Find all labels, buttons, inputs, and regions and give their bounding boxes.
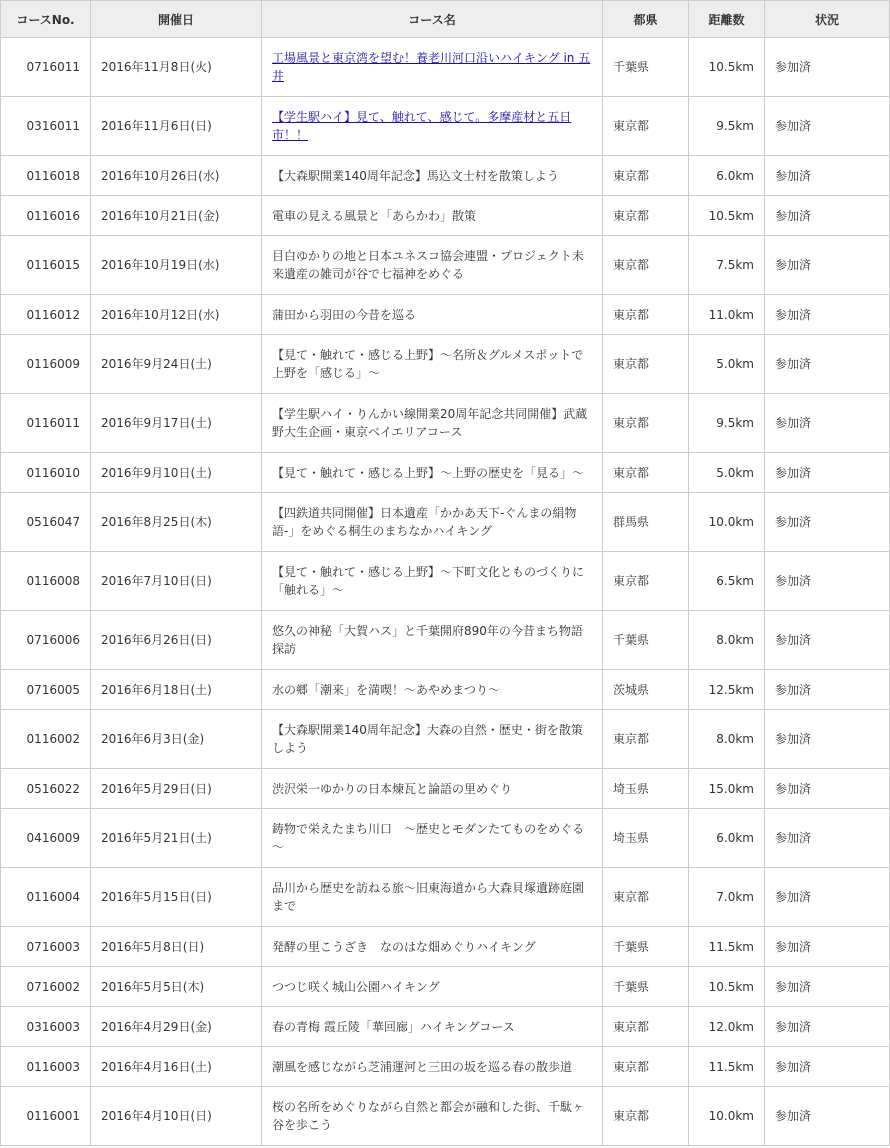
cell-prefecture-text: 東京都: [613, 890, 650, 904]
cell-course-name: [262, 967, 603, 1007]
cell-course-name-text: 【大森駅開業140周年記念】馬込文士村を散策しよう: [272, 168, 559, 183]
cell-course-no-text: 0116016: [26, 208, 80, 223]
cell-course-no: [1, 156, 91, 196]
cell-status-text: 参加済: [775, 633, 812, 647]
cell-course-name: [262, 493, 603, 552]
cell-distance: [689, 967, 765, 1007]
cell-status-text: 参加済: [775, 515, 812, 529]
cell-status: [765, 156, 890, 196]
cell-distance-text: 5.0km: [716, 465, 754, 480]
cell-course-name-text: 水の郷「潮来」を満喫！～あやめまつり～: [272, 682, 501, 697]
cell-prefecture: [603, 967, 689, 1007]
cell-course-no: [1, 295, 91, 335]
cell-date: [91, 453, 262, 493]
cell-distance-text: 6.0km: [716, 168, 754, 183]
cell-date: [91, 295, 262, 335]
cell-distance-text: 6.0km: [716, 831, 754, 845]
cell-date: [91, 1007, 262, 1047]
cell-course-name-text: 発酵の里こうざき なのはな畑めぐりハイキング: [272, 939, 536, 954]
cell-date: [91, 769, 262, 809]
cell-course-name: [262, 97, 603, 156]
cell-course-no-text: 0716002: [26, 979, 80, 994]
cell-date-text: 2016年5月15日(日): [101, 890, 212, 904]
cell-distance: [689, 868, 765, 927]
cell-prefecture: [603, 156, 689, 196]
cell-status-text: 参加済: [775, 416, 812, 430]
cell-course-no-text: 0116008: [26, 574, 80, 588]
cell-status-text: 参加済: [775, 939, 812, 954]
table-row: [1, 295, 890, 335]
cell-date-text: 2016年4月10日(日): [101, 1109, 212, 1123]
cell-course-no-text: 0116010: [26, 465, 80, 480]
cell-distance-text: 11.0km: [708, 307, 754, 322]
cell-course-no: [1, 1047, 91, 1087]
cell-status-text: 参加済: [775, 1109, 812, 1123]
cell-course-name: [262, 335, 603, 394]
cell-date: [91, 97, 262, 156]
cell-prefecture-text: 東京都: [613, 465, 650, 480]
cell-prefecture-text: 千葉県: [613, 939, 650, 954]
header-distance: 距離数: [689, 1, 765, 38]
cell-prefecture-text: 東京都: [613, 732, 650, 746]
cell-date-text: 2016年7月10日(日): [101, 574, 212, 588]
table-row: [1, 394, 890, 453]
cell-course-no-text: 0516047: [26, 515, 80, 529]
table-row: [1, 710, 890, 769]
cell-prefecture-text: 東京都: [613, 119, 650, 133]
cell-date-text: 2016年6月3日(金): [101, 732, 205, 746]
cell-course-name: [262, 611, 603, 670]
cell-distance-text: 10.0km: [708, 515, 754, 529]
table-row: [1, 335, 890, 394]
cell-distance: [689, 1087, 765, 1146]
cell-course-no-text: 0416009: [26, 831, 80, 845]
cell-course-no-text: 0116002: [26, 732, 80, 746]
cell-course-name: [262, 236, 603, 295]
table-row: [1, 769, 890, 809]
cell-status: [765, 927, 890, 967]
cell-course-name: [262, 552, 603, 611]
cell-date-text: 2016年9月10日(土): [101, 465, 212, 480]
cell-date: [91, 38, 262, 97]
cell-prefecture-text: 東京都: [613, 1059, 650, 1074]
cell-date-text: 2016年5月21日(土): [101, 831, 212, 845]
cell-status-text: 参加済: [775, 890, 812, 904]
cell-course-name: [262, 453, 603, 493]
cell-status-text: 参加済: [775, 831, 812, 845]
cell-distance: [689, 97, 765, 156]
cell-distance: [689, 670, 765, 710]
cell-date-text: 2016年5月5日(木): [101, 979, 205, 994]
cell-course-no: [1, 809, 91, 868]
cell-prefecture: [603, 196, 689, 236]
cell-date: [91, 236, 262, 295]
cell-distance-text: 11.5km: [708, 939, 754, 954]
cell-course-name-link[interactable]: 工場風景と東京湾を望む！養老川河口沿いハイキング in 五井: [272, 51, 591, 83]
cell-course-no-text: 0116012: [26, 307, 80, 322]
cell-status-text: 参加済: [775, 465, 812, 480]
cell-date-text: 2016年9月17日(土): [101, 416, 212, 430]
cell-status-text: 参加済: [775, 168, 812, 183]
cell-status-text: 参加済: [775, 1059, 812, 1074]
table-row: [1, 670, 890, 710]
cell-course-no-text: 0116004: [26, 890, 80, 904]
table-row: [1, 38, 890, 97]
cell-date: [91, 868, 262, 927]
cell-course-no: [1, 552, 91, 611]
cell-course-name: [262, 394, 603, 453]
cell-status: [765, 1087, 890, 1146]
cell-date-text: 2016年10月12日(水): [101, 307, 220, 322]
cell-prefecture-text: 茨城県: [613, 682, 650, 697]
cell-course-name-text: 品川から歴史を訪ねる旅～旧東海道から大森貝塚遺跡庭園まで: [272, 881, 585, 913]
cell-course-no: [1, 868, 91, 927]
cell-distance: [689, 196, 765, 236]
cell-course-no-text: 0116003: [26, 1059, 80, 1074]
cell-distance-text: 6.5km: [716, 574, 754, 588]
cell-course-no-text: 0516022: [26, 781, 80, 796]
cell-distance-text: 7.0km: [716, 890, 754, 904]
cell-prefecture: [603, 769, 689, 809]
cell-date: [91, 335, 262, 394]
cell-status-text: 参加済: [775, 1019, 812, 1034]
cell-prefecture-text: 千葉県: [613, 60, 650, 74]
cell-course-name: [262, 1007, 603, 1047]
cell-distance: [689, 156, 765, 196]
cell-distance-text: 8.0km: [716, 732, 754, 746]
cell-prefecture-text: 埼玉県: [613, 781, 650, 796]
cell-course-name: [262, 868, 603, 927]
cell-distance: [689, 710, 765, 769]
cell-course-name-text: 【学生駅ハイ・りんかい線開業20周年記念共同開催】武蔵野大生企画・東京ベイエリアコース: [272, 407, 588, 439]
cell-course-name-text: 【見て・触れて・感じる上野】～下町文化とものづくりに「触れる」～: [272, 565, 585, 597]
header-date: 開催日: [91, 1, 262, 38]
cell-date-text: 2016年10月26日(水): [101, 168, 220, 183]
cell-status: [765, 196, 890, 236]
cell-prefecture-text: 東京都: [613, 168, 650, 183]
cell-prefecture: [603, 394, 689, 453]
cell-distance-text: 11.5km: [708, 1059, 754, 1074]
cell-distance-text: 12.0km: [708, 1019, 754, 1034]
cell-distance: [689, 809, 765, 868]
cell-distance: [689, 552, 765, 611]
cell-distance-text: 10.5km: [708, 979, 754, 994]
cell-prefecture: [603, 670, 689, 710]
cell-course-name-text: 潮風を感じながら芝浦運河と三田の坂を巡る春の散歩道: [272, 1059, 573, 1074]
cell-course-no-text: 0116011: [26, 416, 80, 430]
cell-prefecture-text: 東京都: [613, 208, 650, 223]
cell-date: [91, 493, 262, 552]
cell-date-text: 2016年4月16日(土): [101, 1059, 212, 1074]
cell-course-name: [262, 809, 603, 868]
cell-prefecture-text: 東京都: [613, 574, 650, 588]
header-course-name: コース名: [262, 1, 603, 38]
cell-distance: [689, 38, 765, 97]
cell-prefecture: [603, 868, 689, 927]
cell-status: [765, 552, 890, 611]
cell-distance: [689, 493, 765, 552]
cell-prefecture: [603, 38, 689, 97]
cell-prefecture: [603, 710, 689, 769]
cell-course-name: [262, 1087, 603, 1146]
cell-distance: [689, 295, 765, 335]
cell-prefecture: [603, 1007, 689, 1047]
cell-status: [765, 295, 890, 335]
cell-course-name: [262, 927, 603, 967]
cell-distance-text: 12.5km: [708, 682, 754, 697]
cell-distance: [689, 335, 765, 394]
table-row: [1, 927, 890, 967]
table-row: [1, 1047, 890, 1087]
cell-course-name: [262, 710, 603, 769]
table-row: [1, 967, 890, 1007]
cell-date: [91, 967, 262, 1007]
cell-course-no: [1, 97, 91, 156]
cell-date-text: 2016年5月8日(日): [101, 939, 205, 954]
cell-course-no-text: 0116001: [26, 1109, 80, 1123]
cell-status: [765, 236, 890, 295]
cell-course-no: [1, 453, 91, 493]
cell-prefecture: [603, 97, 689, 156]
cell-prefecture: [603, 236, 689, 295]
header-row: [1, 1, 890, 38]
cell-distance-text: 7.5km: [716, 258, 754, 272]
cell-status: [765, 493, 890, 552]
header-prefecture: 都県: [603, 1, 689, 38]
cell-status: [765, 967, 890, 1007]
cell-course-no: [1, 769, 91, 809]
cell-course-name-text: 目白ゆかりの地と日本ユネスコ協会連盟・プロジェクト未来遺産の雑司が谷で七福神をめぐる: [272, 249, 584, 281]
table-row: [1, 493, 890, 552]
cell-date-text: 2016年6月26日(日): [101, 633, 212, 647]
cell-status: [765, 394, 890, 453]
cell-distance-text: 8.0km: [716, 633, 754, 647]
cell-date: [91, 394, 262, 453]
cell-course-name-text: 【見て・触れて・感じる上野】～上野の歴史を「見る」～: [272, 465, 585, 480]
cell-prefecture: [603, 493, 689, 552]
cell-prefecture: [603, 1087, 689, 1146]
cell-course-name-text: 【四鉄道共同開催】日本遺産「かかあ天下-ぐんまの絹物語-」をめぐる桐生のまちなかハイキング: [272, 506, 577, 538]
cell-prefecture-text: 千葉県: [613, 633, 650, 647]
table-row: [1, 552, 890, 611]
cell-prefecture: [603, 335, 689, 394]
cell-status-text: 参加済: [775, 574, 812, 588]
cell-prefecture-text: 群馬県: [613, 515, 650, 529]
cell-date-text: 2016年4月29日(金): [101, 1019, 212, 1034]
table-row: [1, 453, 890, 493]
cell-course-name-text: 電車の見える風景と「あらかわ」散策: [272, 208, 477, 223]
cell-prefecture-text: 東京都: [613, 357, 650, 371]
cell-distance: [689, 927, 765, 967]
cell-status-text: 参加済: [775, 307, 812, 322]
cell-date: [91, 809, 262, 868]
cell-course-name: [262, 156, 603, 196]
cell-distance: [689, 1047, 765, 1087]
cell-distance-text: 5.0km: [716, 357, 754, 371]
cell-distance-text: 10.5km: [708, 60, 754, 74]
cell-course-no: [1, 394, 91, 453]
cell-course-name-text: 鋳物で栄えたまち川口 ～歴史とモダンたてものをめぐる～: [272, 822, 585, 854]
cell-date: [91, 552, 262, 611]
cell-course-name-link[interactable]: 【学生駅ハイ】見て、触れて、感じて。多摩産材と五日市！！: [272, 110, 572, 142]
cell-course-no: [1, 670, 91, 710]
cell-course-name: [262, 1047, 603, 1087]
cell-course-no-text: 0316011: [26, 119, 80, 133]
cell-prefecture-text: 千葉県: [613, 979, 650, 994]
table-row: [1, 868, 890, 927]
cell-date: [91, 196, 262, 236]
cell-course-name: [262, 670, 603, 710]
cell-prefecture: [603, 1047, 689, 1087]
cell-distance: [689, 394, 765, 453]
cell-distance-text: 9.5km: [716, 119, 754, 133]
cell-date-text: 2016年11月6日(日): [101, 119, 212, 133]
cell-status: [765, 453, 890, 493]
cell-status-text: 参加済: [775, 682, 812, 697]
cell-course-no: [1, 236, 91, 295]
cell-course-name-text: 悠久の神秘「大賀ハス」と千葉開府890年の今昔まち物語探訪: [272, 624, 583, 656]
cell-prefecture-text: 東京都: [613, 1109, 650, 1123]
table-row: [1, 809, 890, 868]
cell-status: [765, 38, 890, 97]
cell-prefecture: [603, 611, 689, 670]
cell-prefecture: [603, 295, 689, 335]
cell-course-no-text: 0716011: [26, 60, 80, 74]
cell-distance: [689, 453, 765, 493]
cell-date: [91, 611, 262, 670]
cell-prefecture-text: 東京都: [613, 1019, 650, 1034]
cell-status: [765, 670, 890, 710]
cell-course-no: [1, 196, 91, 236]
cell-status-text: 参加済: [775, 979, 812, 994]
cell-course-no-text: 0116009: [26, 357, 80, 371]
cell-date: [91, 710, 262, 769]
cell-distance-text: 10.5km: [708, 208, 754, 223]
cell-date-text: 2016年5月29日(日): [101, 781, 212, 796]
cell-status: [765, 1047, 890, 1087]
cell-course-name-text: 春の青梅 霞丘陵「華回廊」ハイキングコース: [272, 1019, 515, 1034]
cell-distance: [689, 769, 765, 809]
cell-date-text: 2016年10月19日(水): [101, 258, 220, 272]
table-row: [1, 97, 890, 156]
cell-course-name-text: 渋沢栄一ゆかりの日本煉瓦と論語の里めぐり: [272, 781, 513, 796]
cell-distance: [689, 1007, 765, 1047]
cell-course-no-text: 0316003: [26, 1019, 80, 1034]
cell-prefecture-text: 東京都: [613, 258, 650, 272]
cell-status-text: 参加済: [775, 732, 812, 746]
cell-distance-text: 9.5km: [716, 416, 754, 430]
cell-distance: [689, 611, 765, 670]
cell-course-name-text: つつじ咲く城山公園ハイキング: [272, 979, 440, 994]
cell-course-name-text: 【大森駅開業140周年記念】大森の自然・歴史・街を散策しよう: [272, 723, 583, 755]
cell-status-text: 参加済: [775, 781, 812, 796]
cell-status: [765, 1007, 890, 1047]
cell-date: [91, 156, 262, 196]
cell-status-text: 参加済: [775, 208, 812, 223]
cell-course-no: [1, 1087, 91, 1146]
cell-prefecture: [603, 552, 689, 611]
cell-course-name: [262, 769, 603, 809]
cell-course-no-text: 0116015: [26, 258, 80, 272]
table-row: [1, 1087, 890, 1146]
cell-status: [765, 611, 890, 670]
cell-course-no: [1, 927, 91, 967]
cell-status-text: 参加済: [775, 258, 812, 272]
cell-course-name-text: 桜の名所をめぐりながら自然と都会が融和した街、千駄ヶ谷を歩こう: [272, 1100, 585, 1132]
cell-date-text: 2016年11月8日(火): [101, 60, 212, 74]
cell-course-name: [262, 196, 603, 236]
cell-course-name-text: 蒲田から羽田の今昔を巡る: [272, 307, 417, 322]
cell-course-name: [262, 38, 603, 97]
cell-prefecture: [603, 809, 689, 868]
cell-status-text: 参加済: [775, 119, 812, 133]
cell-prefecture-text: 東京都: [613, 416, 650, 430]
cell-course-no: [1, 38, 91, 97]
cell-course-no-text: 0716005: [26, 682, 80, 697]
cell-status: [765, 335, 890, 394]
cell-date: [91, 1087, 262, 1146]
cell-course-no-text: 0716003: [26, 939, 80, 954]
cell-date-text: 2016年9月24日(土): [101, 357, 212, 371]
cell-distance-text: 15.0km: [708, 781, 754, 796]
cell-status: [765, 97, 890, 156]
cell-prefecture-text: 埼玉県: [613, 831, 650, 845]
cell-prefecture: [603, 453, 689, 493]
table-row: [1, 156, 890, 196]
cell-date: [91, 1047, 262, 1087]
cell-course-name-text: 【見て・触れて・感じる上野】～名所＆グルメスポットで上野を「感じる」～: [272, 348, 584, 380]
cell-course-no: [1, 493, 91, 552]
cell-distance-text: 10.0km: [708, 1109, 754, 1123]
cell-course-no: [1, 710, 91, 769]
header-status: 状況: [765, 1, 890, 38]
cell-course-no: [1, 335, 91, 394]
table-row: [1, 196, 890, 236]
cell-prefecture: [603, 927, 689, 967]
cell-date-text: 2016年10月21日(金): [101, 208, 220, 223]
cell-date: [91, 670, 262, 710]
table-row: [1, 611, 890, 670]
table-row: [1, 236, 890, 295]
cell-status-text: 参加済: [775, 60, 812, 74]
cell-date-text: 2016年6月18日(土): [101, 682, 212, 697]
cell-course-name: [262, 295, 603, 335]
cell-status: [765, 868, 890, 927]
cell-course-no: [1, 1007, 91, 1047]
table-row: [1, 1007, 890, 1047]
cell-status: [765, 809, 890, 868]
cell-status: [765, 710, 890, 769]
cell-prefecture-text: 東京都: [613, 307, 650, 322]
cell-date-text: 2016年8月25日(木): [101, 515, 212, 529]
cell-distance: [689, 236, 765, 295]
cell-course-no: [1, 611, 91, 670]
header-course-no: コースNo.: [1, 1, 91, 38]
cell-course-no: [1, 967, 91, 1007]
cell-course-no-text: 0116018: [26, 168, 80, 183]
cell-course-no-text: 0716006: [26, 633, 80, 647]
cell-status-text: 参加済: [775, 357, 812, 371]
cell-date: [91, 927, 262, 967]
cell-status: [765, 769, 890, 809]
